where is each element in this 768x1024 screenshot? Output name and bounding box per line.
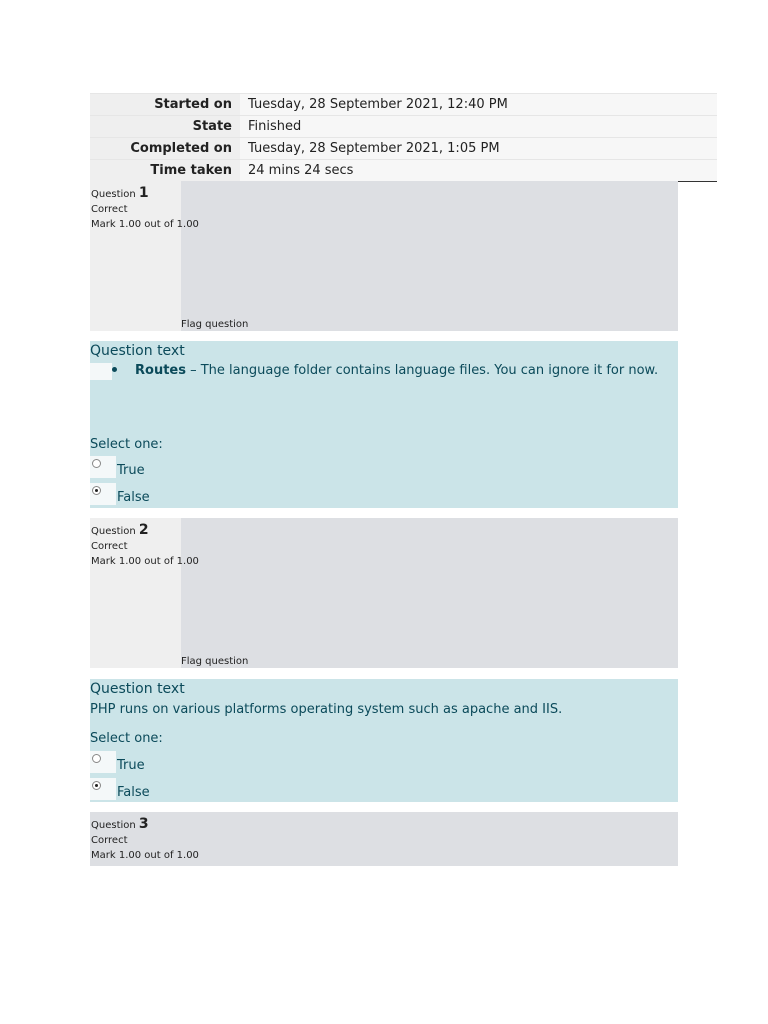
question-meta [91,186,199,232]
question-text-heading: Question text [90,343,185,359]
flag-question-link[interactable]: Flag question [181,656,249,667]
question-text-heading: Question text [90,681,185,697]
question-prefix: Question [91,526,136,537]
summary-label: Completed on [90,138,240,160]
question-mark: Mark 1.00 out of 1.00 [91,850,199,861]
select-one-label: Select one: [90,731,163,746]
bullet-dot [112,367,117,372]
bullet-bold-term: Routes [135,363,186,378]
question-2-content [90,679,678,802]
question-number [91,186,199,202]
radio-false-selected[interactable] [92,781,101,790]
question-meta [91,523,199,569]
list-marker-box [90,363,112,380]
question-1-info [90,181,678,331]
summary-row-time-taken [90,160,717,182]
question-status: Correct [91,541,128,552]
question-prefix: Question [91,189,136,200]
question-status: Correct [91,204,128,215]
question-number-value: 3 [138,816,149,832]
question-number-value: 2 [138,522,149,538]
question-1-content [90,341,678,508]
question-bullet [112,363,658,378]
summary-label: Time taken [90,160,240,182]
question-text: PHP runs on various platforms operating system such as apache and IIS. [90,702,563,717]
radio-true[interactable] [92,459,101,468]
summary-row-completed [90,138,717,160]
option-label: True [117,463,145,478]
question-meta [91,817,199,863]
summary-value: Tuesday, 28 September 2021, 1:05 PM [240,138,717,160]
question-prefix: Question [91,820,136,831]
summary-value: Tuesday, 28 September 2021, 12:40 PM [240,94,717,116]
radio-false-selected[interactable] [92,486,101,495]
summary-value: 24 mins 24 secs [240,160,717,182]
question-mark: Mark 1.00 out of 1.00 [91,219,199,230]
question-3-info [90,812,678,866]
option-label: False [117,490,150,505]
summary-row-state [90,116,717,138]
option-label: True [117,758,145,773]
question-mark: Mark 1.00 out of 1.00 [91,556,199,567]
question-number [91,817,199,833]
select-one-label: Select one: [90,437,163,452]
summary-label: State [90,116,240,138]
radio-true[interactable] [92,754,101,763]
summary-row-started [90,94,717,116]
option-label: False [117,785,150,800]
summary-label: Started on [90,94,240,116]
flag-question-link[interactable]: Flag question [181,319,249,330]
question-2-info [90,518,678,668]
question-number-value: 1 [138,185,149,201]
summary-value: Finished [240,116,717,138]
bullet-text: – The language folder contains language files. You can ignore it for now. [185,363,659,378]
question-status: Correct [91,835,128,846]
attempt-summary-table [90,93,717,182]
question-number [91,523,199,539]
